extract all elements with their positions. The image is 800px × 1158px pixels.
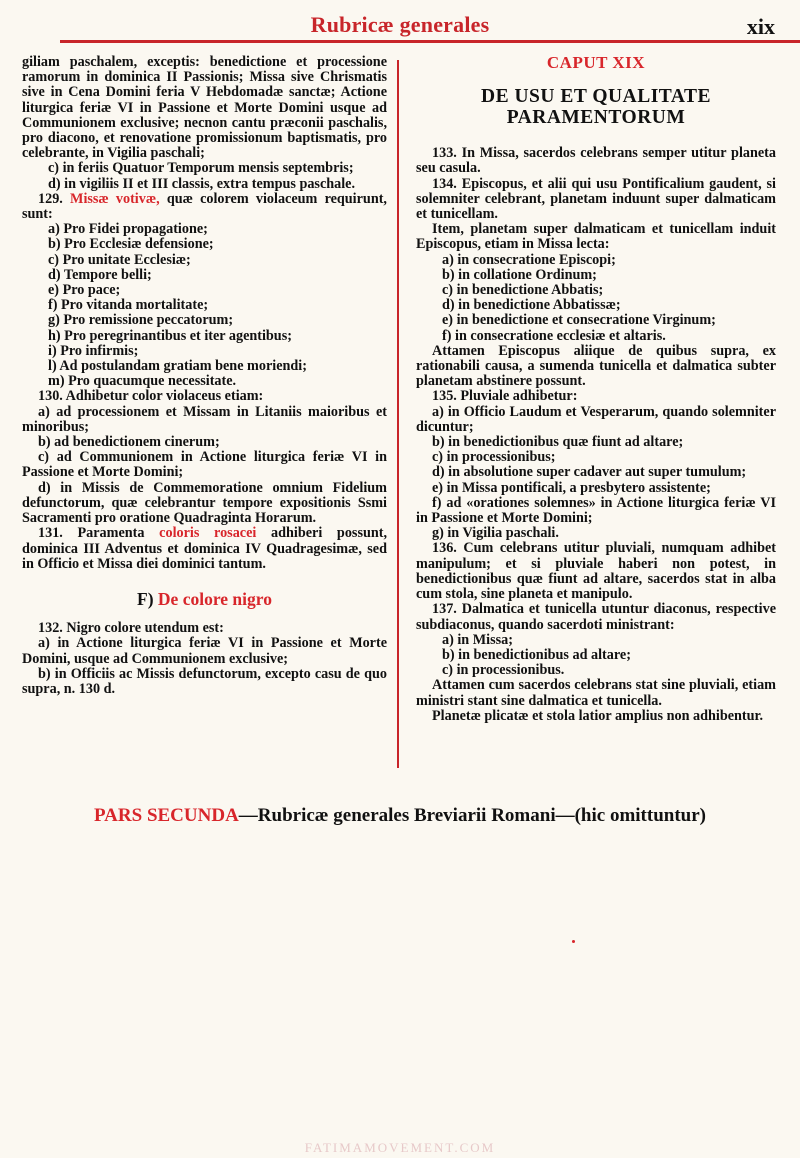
list-item: d) in absolutione super cadaver aut super tumulum; [432,464,747,481]
list-item: a) ad processionem et Missam in Litaniis maioribus et minoribus; [22,403,387,435]
part-label: PARS SECUNDA [93,805,239,826]
section-heading [22,588,387,609]
section-title: De colore nigro [157,588,272,609]
column-divider [397,60,399,768]
chapter-title [416,86,776,128]
list-item: i) Pro infirmis; [48,342,139,359]
list-item: e) in Missa pontificali, a presbytero assistente; [432,479,711,496]
ink-dot [572,940,575,943]
list-item: c) Pro unitate Ecclesiæ; [48,251,191,268]
list-item: b) in collatione Ordinum; [442,266,597,283]
paragraph: Attamen cum sacerdos celebrans stat sine pluviali, etiam ministri stant sine dalmatica et tunicella. [416,677,776,709]
chapter-label: CAPUT XIX [546,53,646,72]
rubric-130: 130. Adhibetur color violaceus etiam: [38,388,264,405]
list-item: c) in benedictione Abbatis; [442,282,604,299]
list-item: e) in benedictione et consecratione Virginum; [442,312,716,329]
right-column [416,55,776,724]
list-item: f) ad «orationes solemnes» in Actione liturgica feriæ VI in Passione et Morte Domini; [416,494,776,527]
rubric-134: 134. Episcopus, et alii qui usu Pontificalium gaudent, si solemniter celebrant, planetam induunt super dalmaticam et tunicellam. [416,175,776,223]
list-item: a) in Missa; [442,631,513,648]
rubric-text: 131. Paramenta [38,525,145,542]
rubric-132: 132. Nigro colore utendum est: [38,620,224,637]
page-number: xix [746,14,775,39]
list-item: d) in benedictione Abbatissæ; [442,297,621,314]
list-item: b) Pro Ecclesiæ defensione; [48,236,214,253]
list-item: b) ad benedictionem cinerum; [38,434,220,451]
paragraph: giliam paschalem, exceptis: benedictione et processione ramorum in dominica II Passionis; Missa sive Chrismatis sive in Cena Domini feria V Hebdomadæ sanctæ; Actione liturgica feriæ VI in Passione et Morte Domini usque ad Communionem exclusive; necnon cantu præconii paschalis, pro diacono, et renovatione promissionum baptismatis, pro celebrante, in Vigilia paschali; [22,54,387,162]
list-item: f) Pro vitanda mortalitate; [48,297,209,314]
list-item: a) in consecratione Episcopi; [442,251,616,268]
rubric-text: adhiberi possunt, dominica III Adventus et dominica IV Quadragesimæ, sed in Officio et Missa diei dominici tantum. [22,525,388,572]
paragraph: Attamen Episcopus aliique de quibus supra, ex rationabili causa, a sumenda tunicella et dalmatica subter planetam abstinere possunt. [416,342,776,390]
highlight-rosacei: coloris rosacei [159,525,257,542]
list-item: b) in benedictionibus ad altare; [442,646,631,663]
list-item: a) Pro Fidei propagatione; [48,221,208,238]
list-item: b) in benedictionibus quæ fiunt ad altare; [432,434,684,451]
part-heading [0,805,800,827]
rubric-137: 137. Dalmatica et tunicella utuntur diaconus, respective subdiaconus, quando sacerdoti ministrant: [416,601,776,633]
list-137 [416,633,776,679]
running-title: Rubricæ generales [310,12,490,37]
list-item: b) in Officiis ac Missis defunctorum, excepto casu de quo supra, n. 130 d. [22,665,387,697]
watermark: FATIMAMOVEMENT.COM [304,1140,496,1155]
section-letter: F) [137,588,154,609]
list-129 [22,222,387,389]
rubric-135: 135. Pluviale adhibetur: [432,388,578,405]
rubric-133: 133. In Missa, sacerdos celebrans semper utitur planeta seu casula. [416,145,776,177]
list-item: a) in Actione liturgica feriæ VI in Passione et Morte Domini, usque ad Communionem exclusive; [22,635,387,667]
paragraph: d) in vigiliis II et III classis, extra tempus paschale. [48,175,356,192]
paragraph: c) in feriis Quatuor Temporum mensis septembris; [48,160,354,177]
rubric-number: 129. [38,190,63,207]
list-item: l) Ad postulandam gratiam bene moriendi; [48,358,307,375]
paragraph: Item, planetam super dalmaticam et tunicellam induit Episcopus, etiam in Missa lecta: [416,221,776,253]
part-title: —Rubricæ generales Breviarii Romani—(hic omittuntur) [238,805,707,826]
paragraph: Planetæ plicatæ et stola latior amplius non adhibentur. [432,707,764,724]
left-column [22,55,387,697]
list-item: d) Tempore belli; [48,266,152,283]
highlight-votive: Missæ votivæ, [70,190,160,207]
rubric-131 [22,526,387,572]
list-item: a) in Officio Laudum et Vesperarum, quando solemniter dicuntur; [416,403,776,435]
list-item-episcopus [416,253,776,344]
chapter-title-line: DE USU ET QUALITATE [480,86,712,108]
rubric-129 [22,192,387,222]
list-item: h) Pro peregrinantibus et iter agentibus; [48,327,292,344]
chapter-title-line: PARAMENTORUM [506,107,686,129]
rubric-136: 136. Cum celebrans utitur pluviali, numquam adhibet manipulum; et si pluviale haberi non potest, in benedictionibus quæ fiunt ad altare, sacerdos stat in alba cum stola, sine planeta et manipulo. [416,540,776,603]
list-item: c) in processionibus. [442,662,565,679]
list-item: g) in Vigilia paschali. [432,525,559,542]
list-item: m) Pro quacumque necessitate. [48,373,237,390]
list-item: d) in Missis de Commemoratione omnium Fidelium defunctorum, quæ celebrantur tempore expositionis Ssmi Sacramenti pro oratione Quadraginta Horarum. [22,479,387,527]
list-item: g) Pro remissione peccatorum; [48,312,234,329]
list-item: c) ad Communionem in Actione liturgica feriæ VI in Passione et Morte Domini; [22,449,387,481]
page-header [0,0,800,40]
header-rule [60,40,800,43]
rubric-text: quæ colorem violaceum requirunt, sunt: [22,190,387,223]
list-item: c) in processionibus; [432,449,556,466]
list-item: e) Pro pace; [48,282,121,299]
list-item: f) in consecratione ecclesiæ et altaris. [442,327,666,344]
